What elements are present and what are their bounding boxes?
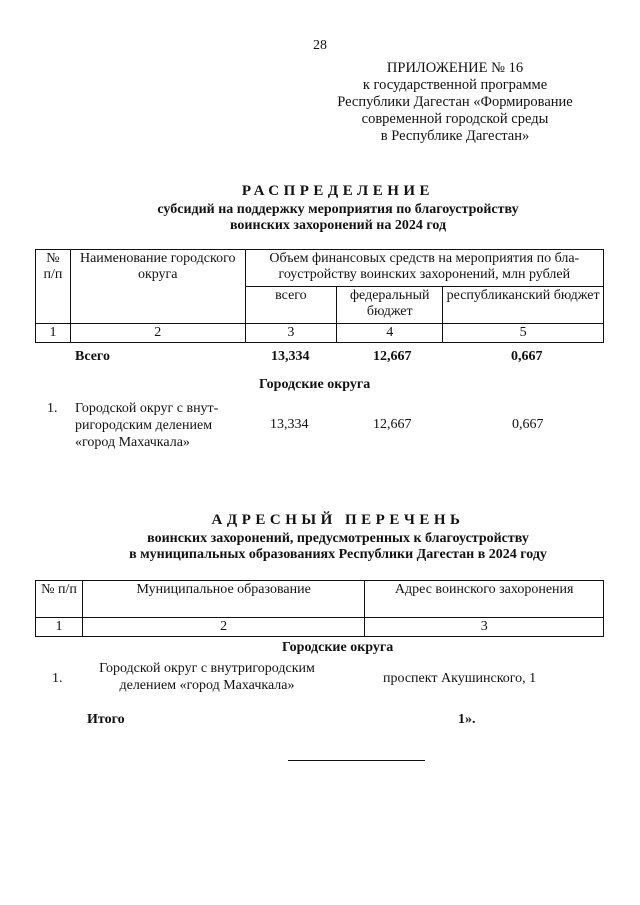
header-num: № п/п [36, 250, 71, 324]
header-address: Адрес воинского захоронения [365, 581, 604, 618]
index-cell: 5 [443, 324, 604, 343]
address-heading: АДРЕСНЫЙ ПЕРЕЧЕНЬ [211, 512, 465, 528]
total-federal: 12,667 [373, 349, 412, 364]
row-name [75, 400, 218, 451]
appendix-block [330, 60, 580, 145]
distribution-subheading: субсидий на поддержку мероприятия по благоустройству [157, 202, 519, 217]
group-title: Городские округа [259, 377, 371, 392]
group-title: Городские округа [282, 640, 394, 655]
appendix-line: к государственной программе [362, 77, 548, 93]
row-name-line: делением «город Махачкала» [119, 678, 295, 693]
row-name [82, 660, 332, 694]
header-volume: Объем финансовых средств на мероприятия по бла-гоустройству воинских захоронений, млн рублей [245, 250, 603, 287]
index-cell: 3 [245, 324, 337, 343]
address-table [35, 580, 604, 637]
row-federal: 12,667 [373, 417, 412, 432]
header-name: Наименование городского округа [70, 250, 245, 324]
header-federal: федеральный бюджет [337, 287, 443, 324]
index-cell: 2 [70, 324, 245, 343]
row-name-line: Городской округ с внут- [75, 401, 219, 416]
distribution-heading: РАСПРЕДЕЛЕНИЕ [241, 183, 435, 199]
header-num: № п/п [36, 581, 83, 618]
total-label: Итого [87, 712, 125, 727]
header-municipality: Муниципальное образование [82, 581, 365, 618]
appendix-line: Республики Дагестан «Формирование [337, 94, 573, 110]
index-cell: 4 [337, 324, 443, 343]
row-address: проспект Акушинского, 1 [383, 671, 537, 686]
distribution-subheading: воинских захоронений на 2024 год [229, 218, 447, 233]
header-total: всего [245, 287, 337, 324]
row-number: 1. [47, 401, 58, 416]
address-subheading: воинских захоронений, предусмотренных к благоустройству [147, 531, 529, 546]
index-cell: 2 [82, 618, 365, 637]
page-number: 28 [313, 38, 327, 53]
index-cell: 3 [365, 618, 604, 637]
row-name-line: «город Махачкала» [75, 435, 190, 450]
appendix-title: ПРИЛОЖЕНИЕ № 16 [386, 60, 524, 76]
row-name-line: ригородским делением [75, 418, 213, 433]
total-value: 1». [458, 712, 476, 727]
address-subheading: в муниципальных образованиях Республики Дагестан в 2024 году [129, 547, 547, 562]
appendix-line: в Республике Дагестан» [380, 128, 530, 144]
row-number: 1. [52, 671, 63, 686]
index-cell: 1 [36, 324, 71, 343]
total-label: Всего [75, 349, 110, 364]
index-cell: 1 [36, 618, 83, 637]
row-republic: 0,667 [512, 417, 544, 432]
appendix-line: современной городской среды [361, 111, 549, 127]
total-republic: 0,667 [511, 349, 543, 364]
row-name-line: Городской округ с внутригородским [99, 661, 315, 676]
total-total: 13,334 [271, 349, 310, 364]
row-total: 13,334 [270, 417, 309, 432]
header-republic: республиканский бюджет [443, 287, 604, 324]
distribution-table [35, 249, 604, 343]
separator-line [288, 760, 425, 761]
